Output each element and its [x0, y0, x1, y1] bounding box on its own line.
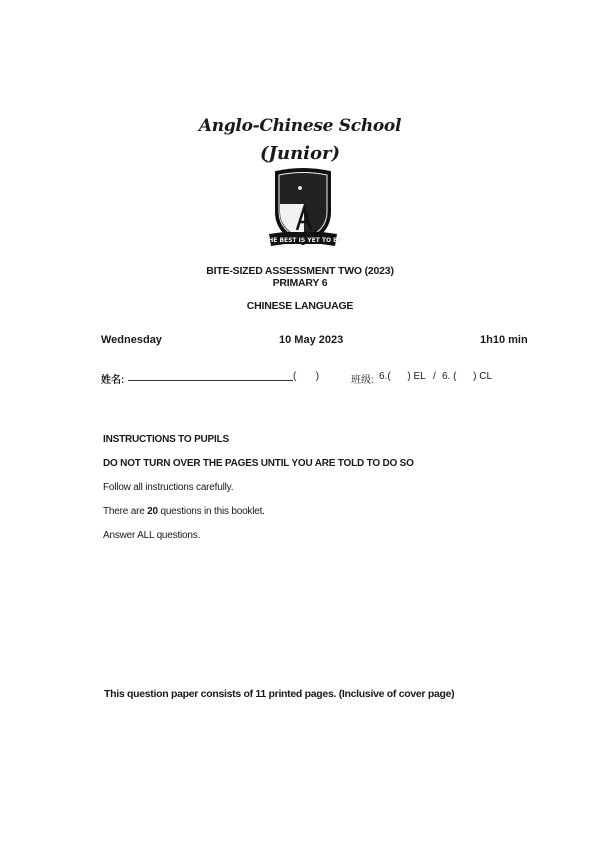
- page-count-note: This question paper consists of 11 printed pages. (Inclusive of cover page): [104, 688, 455, 700]
- school-name: Anglo-Chinese School: [198, 116, 402, 136]
- class-separator: /: [433, 371, 436, 382]
- instruction-line-2-pre: There are: [103, 506, 148, 517]
- class-cl-field[interactable]: 6. ( ) CL: [442, 371, 493, 382]
- instruction-line-3: Answer ALL questions.: [103, 530, 201, 541]
- class-el-field[interactable]: 6.( ) EL: [379, 371, 426, 382]
- instruction-line-2-post: questions in this booklet.: [157, 506, 265, 517]
- instructions-heading: INSTRUCTIONS TO PUPILS: [103, 434, 229, 445]
- exam-date: 10 May 2023: [279, 334, 344, 346]
- assessment-title: BITE-SIZED ASSESSMENT TWO (2023): [206, 265, 394, 277]
- index-number-bracket[interactable]: ( ): [293, 371, 320, 382]
- school-subtitle: (Junior): [259, 143, 341, 164]
- instruction-line-2: [103, 506, 265, 517]
- instructions-warning: DO NOT TURN OVER THE PAGES UNTIL YOU ARE TOLD TO DO SO: [103, 458, 414, 469]
- exam-day: Wednesday: [101, 334, 162, 346]
- svg-text:THE BEST IS YET TO BE: THE BEST IS YET TO BE: [264, 237, 342, 244]
- school-crest-icon: [264, 168, 342, 254]
- assessment-subject: CHINESE LANGUAGE: [246, 300, 354, 312]
- question-count: 20: [147, 506, 158, 517]
- assessment-level: PRIMARY 6: [272, 277, 328, 289]
- exam-duration: 1h10 min: [480, 334, 528, 346]
- class-label: 班级:: [351, 375, 374, 386]
- name-input-line[interactable]: [128, 369, 293, 381]
- instruction-line-1: Follow all instructions carefully.: [103, 482, 234, 493]
- name-label: 姓名:: [101, 375, 125, 386]
